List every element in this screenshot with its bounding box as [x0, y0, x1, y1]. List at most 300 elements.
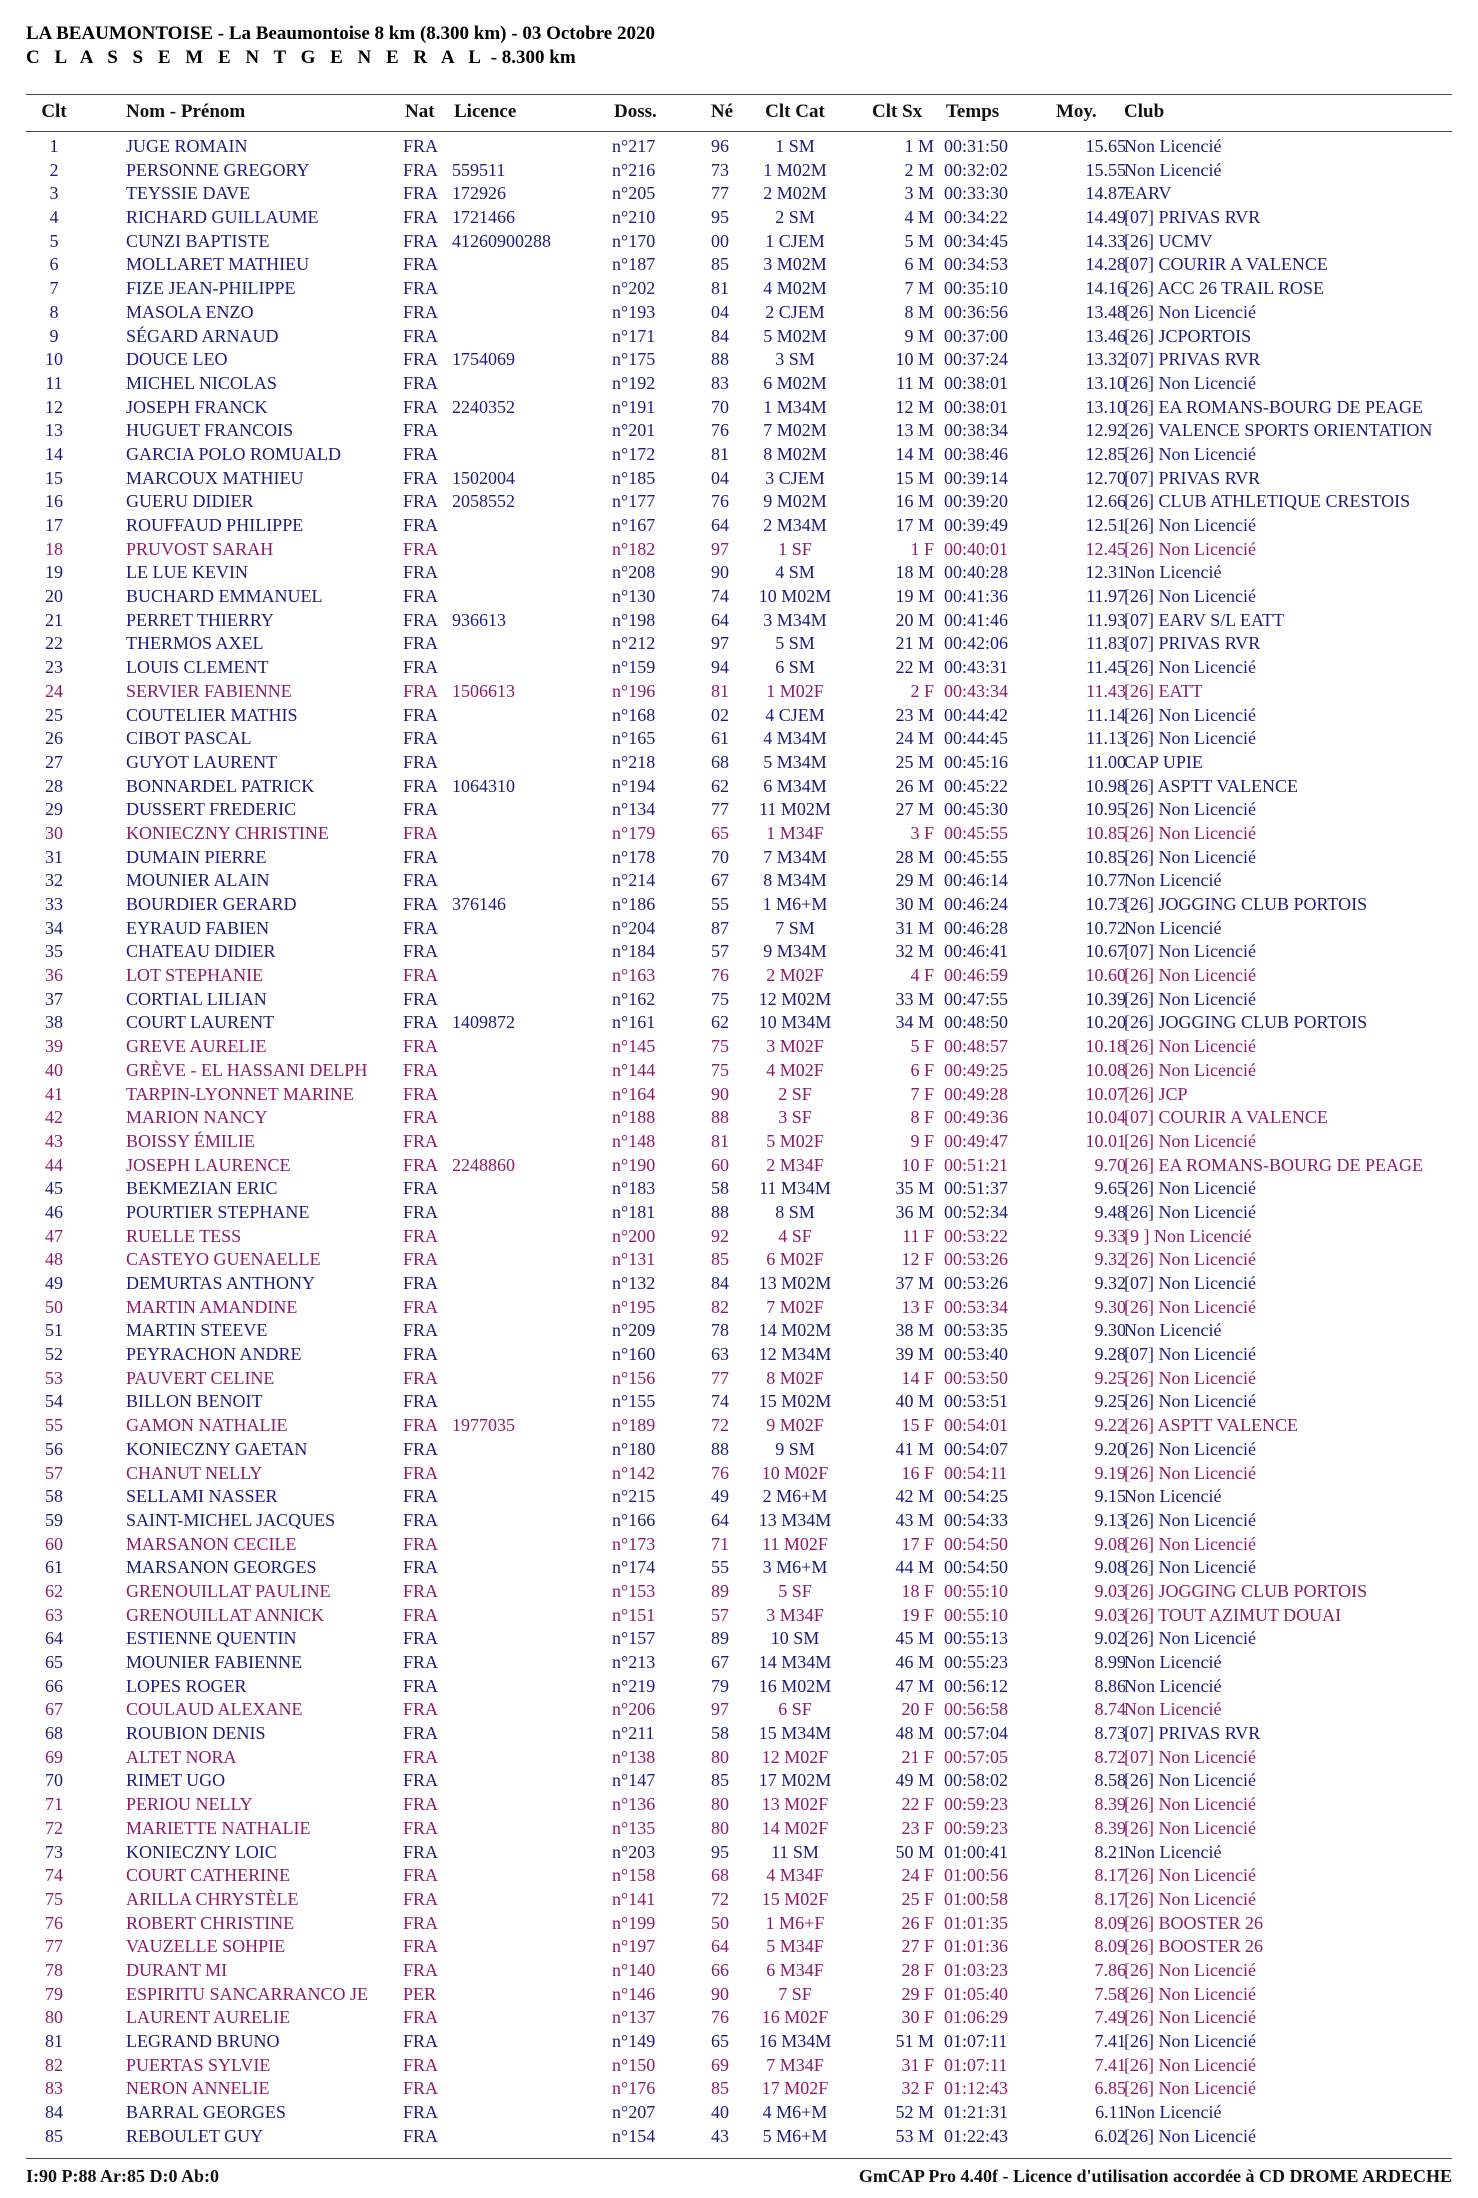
cell-nat: FRA — [403, 301, 439, 322]
cell-clt-sx: 7 F — [910, 1083, 934, 1104]
cell-ne: 72 — [711, 1888, 729, 1909]
cell-club: [07] Non Licencié — [1124, 1746, 1256, 1767]
cell-nat: FRA — [403, 1912, 439, 1933]
table-row — [26, 798, 1452, 822]
cell-doss: n°212 — [612, 633, 656, 654]
cell-nat: FRA — [403, 1604, 439, 1625]
table-row — [26, 1011, 1452, 1035]
cell-licence: 936613 — [452, 609, 506, 630]
cell-clt-sx: 35 M — [895, 1178, 934, 1199]
cell-name: ESTIENNE QUENTIN — [126, 1628, 297, 1649]
cell-nat: FRA — [403, 917, 439, 938]
cell-ne: 57 — [711, 941, 729, 962]
cell-clt-sx: 32 F — [901, 2078, 934, 2099]
cell-doss: n°130 — [612, 586, 656, 607]
cell-clt-sx: 4 F — [910, 965, 934, 986]
cell-nat: FRA — [403, 1936, 439, 1957]
cell-clt: 11 — [45, 372, 63, 393]
cell-clt-cat: 5 M34M — [763, 751, 827, 772]
table-row — [26, 585, 1452, 609]
cell-name: ROUBION DENIS — [126, 1723, 266, 1744]
cell-clt: 77 — [45, 1936, 63, 1957]
table-row — [26, 893, 1452, 917]
cell-clt-sx: 50 M — [895, 1841, 934, 1862]
cell-temps: 00:45:16 — [944, 751, 1009, 772]
cell-moy: 9.03 — [1094, 1580, 1126, 1601]
cell-ne: 96 — [711, 136, 729, 156]
table-row — [26, 159, 1452, 183]
cell-name: HUGUET FRANCOIS — [126, 420, 294, 441]
cell-name: PAUVERT CELINE — [126, 1367, 275, 1388]
cell-club: Non Licencié — [1124, 1320, 1222, 1341]
cell-ne: 63 — [711, 1344, 729, 1365]
cell-name: PERIOU NELLY — [126, 1794, 253, 1815]
cell-name: ARILLA CHRYSTÈLE — [126, 1888, 299, 1909]
cell-name: BEKMEZIAN ERIC — [126, 1178, 278, 1199]
cell-clt: 1 — [49, 136, 59, 156]
cell-clt-sx: 19 F — [901, 1604, 934, 1625]
cell-ne: 72 — [711, 1415, 729, 1436]
cell-club: [26] VALENCE SPORTS ORIENTATION — [1124, 420, 1433, 441]
cell-clt-sx: 52 M — [895, 2102, 934, 2123]
cell-ne: 66 — [711, 1959, 729, 1980]
cell-nat: FRA — [403, 1273, 439, 1293]
cell-nat: FRA — [403, 254, 439, 275]
results-table — [26, 135, 1452, 2148]
cell-nat: FRA — [403, 1817, 439, 1838]
cell-clt-sx: 26 F — [901, 1912, 934, 1933]
table-row — [26, 325, 1452, 349]
cell-temps: 00:55:13 — [944, 1628, 1009, 1649]
cell-ne: 76 — [711, 1462, 729, 1483]
cell-temps: 00:37:00 — [944, 325, 1009, 346]
cell-clt-sx: 28 F — [901, 1959, 934, 1980]
cell-name: LE LUE KEVIN — [126, 562, 248, 583]
page-title: LA BEAUMONTOISE - La Beaumontoise 8 km (8.300 km) - 03 Octobre 2020 — [26, 23, 655, 44]
cell-clt-cat: 9 M34M — [763, 941, 827, 962]
cell-clt: 6 — [49, 254, 59, 275]
cell-clt: 5 — [49, 230, 59, 251]
cell-nat: FRA — [403, 586, 439, 607]
cell-name: ROBERT CHRISTINE — [126, 1912, 295, 1933]
cell-nat: FRA — [403, 325, 439, 346]
cell-clt-sx: 5 M — [904, 230, 934, 251]
cell-clt: 66 — [45, 1675, 63, 1696]
cell-clt-sx: 32 M — [895, 941, 934, 962]
cell-name: MARTIN AMANDINE — [126, 1296, 298, 1317]
table-row — [26, 135, 1452, 159]
cell-clt: 59 — [45, 1509, 63, 1530]
cell-moy: 9.30 — [1094, 1296, 1126, 1317]
col-name: Nom - Prénom — [126, 101, 246, 122]
table-row — [26, 419, 1452, 443]
cell-doss: n°213 — [612, 1652, 656, 1672]
cell-ne: 64 — [711, 609, 729, 630]
cell-clt-cat: 3 M02F — [766, 1036, 824, 1057]
cell-doss: n°173 — [612, 1533, 656, 1554]
cell-clt-cat: 2 M02F — [766, 965, 824, 986]
cell-temps: 00:41:36 — [944, 586, 1009, 607]
table-row — [26, 1296, 1452, 1320]
cell-name: COUTELIER MATHIS — [126, 704, 298, 725]
cell-moy: 15.65 — [1085, 136, 1126, 156]
cell-moy: 11.93 — [1086, 609, 1126, 630]
cell-moy: 14.33 — [1085, 230, 1126, 251]
cell-temps: 00:44:42 — [944, 704, 1009, 725]
cell-ne: 00 — [711, 230, 729, 251]
cell-nat: FRA — [403, 1154, 439, 1175]
cell-clt-cat: 11 M02M — [759, 799, 831, 820]
table-row — [26, 1935, 1452, 1959]
cell-nat: FRA — [403, 136, 439, 156]
cell-moy: 7.41 — [1094, 2054, 1126, 2075]
cell-temps: 00:49:25 — [944, 1059, 1009, 1080]
cell-clt-cat: 9 M02F — [766, 1415, 824, 1436]
cell-name: LEGRAND BRUNO — [126, 2031, 280, 2051]
cell-ne: 58 — [711, 1723, 729, 1744]
cell-ne: 64 — [711, 1936, 729, 1957]
cell-club: [26] Non Licencié — [1124, 704, 1256, 725]
cell-club: [26] EA ROMANS-BOURG DE PEAGE — [1124, 396, 1424, 417]
cell-ne: 82 — [711, 1296, 729, 1317]
cell-nat: FRA — [403, 349, 439, 370]
cell-licence: 1502004 — [452, 467, 515, 488]
cell-clt-cat: 4 M02F — [766, 1059, 824, 1080]
cell-clt-cat: 2 M34M — [763, 515, 827, 535]
cell-name: GUYOT LAURENT — [126, 751, 278, 772]
cell-clt-cat: 6 M34F — [766, 1959, 824, 1980]
cell-temps: 00:44:45 — [944, 728, 1009, 749]
cell-doss: n°183 — [612, 1178, 656, 1199]
cell-clt: 20 — [45, 586, 63, 607]
cell-name: RICHARD GUILLAUME — [126, 207, 319, 228]
cell-name: GUERU DIDIER — [126, 491, 254, 512]
cell-name: DUMAIN PIERRE — [126, 846, 267, 867]
cell-moy: 10.72 — [1085, 917, 1126, 938]
cell-doss: n°132 — [612, 1273, 656, 1293]
table-row — [26, 2077, 1452, 2101]
cell-nat: FRA — [403, 183, 439, 204]
cell-clt-sx: 29 M — [895, 870, 934, 891]
table-header — [26, 94, 1452, 132]
cell-clt-cat: 13 M02M — [758, 1273, 832, 1293]
cell-doss: n°182 — [612, 538, 656, 559]
cell-clt-cat: 16 M34M — [758, 2031, 832, 2051]
cell-nat: FRA — [403, 1652, 439, 1672]
cell-club: [26] Non Licencié — [1124, 1130, 1256, 1151]
cell-nat: FRA — [403, 1438, 439, 1459]
cell-ne: 90 — [711, 1983, 729, 2004]
cell-clt-sx: 8 M — [904, 301, 934, 322]
cell-clt-cat: 7 M34F — [766, 2054, 824, 2075]
cell-club: [26] Non Licencié — [1124, 1462, 1256, 1483]
cell-ne: 04 — [711, 467, 729, 488]
cell-clt: 56 — [45, 1438, 63, 1459]
cell-name: VAUZELLE SOHPIE — [126, 1936, 286, 1957]
cell-club: [26] Non Licencié — [1124, 1533, 1256, 1554]
cell-club: [26] Non Licencié — [1124, 846, 1256, 867]
cell-clt-sx: 49 M — [895, 1770, 934, 1791]
cell-ne: 67 — [711, 870, 729, 891]
cell-nat: FRA — [403, 1391, 439, 1412]
cell-moy: 12.66 — [1085, 491, 1126, 512]
cell-clt-sx: 14 M — [895, 443, 934, 464]
cell-clt: 47 — [45, 1225, 63, 1246]
cell-doss: n°146 — [612, 1983, 656, 2004]
cell-ne: 62 — [711, 1012, 729, 1033]
cell-clt-sx: 5 F — [910, 1036, 934, 1057]
cell-clt-cat: 4 M34F — [766, 1865, 824, 1886]
cell-moy: 13.48 — [1085, 301, 1126, 322]
cell-clt: 70 — [45, 1770, 63, 1791]
cell-clt-sx: 42 M — [895, 1486, 934, 1507]
cell-moy: 8.17 — [1094, 1888, 1126, 1909]
cell-ne: 80 — [711, 1817, 729, 1838]
cell-temps: 00:59:23 — [944, 1794, 1009, 1815]
cell-clt-sx: 27 M — [895, 799, 934, 820]
table-row — [26, 1083, 1452, 1107]
cell-doss: n°202 — [612, 278, 656, 299]
cell-doss: n°162 — [612, 988, 656, 1009]
cell-nat: FRA — [403, 2031, 439, 2051]
table-row — [26, 1533, 1452, 1557]
cell-temps: 00:31:50 — [944, 136, 1009, 156]
cell-clt-cat: 5 M6+M — [762, 2125, 828, 2146]
cell-moy: 9.32 — [1094, 1273, 1126, 1293]
cell-nat: FRA — [403, 1201, 439, 1222]
cell-moy: 10.85 — [1085, 822, 1126, 843]
cell-club: [26] Non Licencié — [1124, 1178, 1256, 1199]
cell-clt-cat: 12 M34M — [758, 1344, 832, 1365]
cell-clt-cat: 4 SF — [778, 1225, 812, 1246]
cell-ne: 88 — [711, 1107, 729, 1128]
cell-name: SAINT-MICHEL JACQUES — [126, 1509, 336, 1530]
cell-clt: 37 — [45, 988, 63, 1009]
cell-name: SÉGARD ARNAUD — [126, 325, 279, 346]
cell-nat: FRA — [403, 1959, 439, 1980]
cell-clt-cat: 4 M34M — [763, 728, 827, 749]
cell-doss: n°144 — [612, 1059, 656, 1080]
cell-clt: 40 — [45, 1059, 63, 1080]
cell-temps: 00:48:50 — [944, 1012, 1009, 1033]
cell-name: MARSANON GEORGES — [126, 1557, 317, 1578]
cell-moy: 12.51 — [1085, 515, 1126, 535]
cell-clt-sx: 1 M — [904, 136, 934, 156]
cell-clt-sx: 23 M — [895, 704, 934, 725]
cell-clt: 38 — [45, 1012, 63, 1033]
cell-nat: FRA — [403, 941, 439, 962]
cell-club: [07] PRIVAS RVR — [1124, 633, 1261, 654]
cell-clt: 53 — [45, 1367, 63, 1388]
cell-nat: FRA — [403, 1770, 439, 1791]
cell-name: CHATEAU DIDIER — [126, 941, 276, 962]
cell-doss: n°195 — [612, 1296, 656, 1317]
cell-clt-cat: 16 M02M — [758, 1675, 832, 1696]
cell-ne: 77 — [711, 1367, 729, 1388]
cell-temps: 00:46:41 — [944, 941, 1009, 962]
cell-name: DEMURTAS ANTHONY — [126, 1273, 315, 1293]
cell-clt-cat: 5 SM — [775, 633, 815, 654]
cell-club: [26] Non Licencié — [1124, 2125, 1256, 2146]
cell-clt-cat: 8 SM — [775, 1201, 815, 1222]
cell-clt: 23 — [45, 657, 63, 678]
cell-clt-cat: 1 M6+F — [765, 1912, 825, 1933]
cell-temps: 01:01:36 — [944, 1936, 1009, 1957]
cell-clt: 50 — [45, 1296, 63, 1317]
cell-club: [26] Non Licencié — [1124, 2031, 1256, 2051]
cell-clt: 84 — [45, 2102, 63, 2123]
cell-club: [26] Non Licencié — [1124, 1888, 1256, 1909]
cell-ne: 97 — [711, 633, 729, 654]
cell-moy: 9.70 — [1094, 1154, 1126, 1175]
cell-nat: FRA — [403, 1841, 439, 1862]
cell-nat: FRA — [403, 728, 439, 749]
table-row — [26, 940, 1452, 964]
cell-ne: 50 — [711, 1912, 729, 1933]
cell-ne: 85 — [711, 254, 729, 275]
cell-club: [26] CLUB ATHLETIQUE CRESTOIS — [1124, 491, 1411, 512]
cell-clt-sx: 4 M — [904, 207, 934, 228]
cell-temps: 01:03:23 — [944, 1959, 1009, 1980]
cell-moy: 9.19 — [1094, 1462, 1126, 1483]
cell-ne: 76 — [711, 491, 729, 512]
cell-doss: n°208 — [612, 562, 656, 583]
cell-name: MARION NANCY — [126, 1107, 268, 1128]
cell-nat: FRA — [403, 2078, 439, 2099]
cell-clt-cat: 4 CJEM — [765, 704, 825, 725]
cell-clt-sx: 44 M — [895, 1557, 934, 1578]
cell-clt: 80 — [45, 2007, 63, 2028]
table-row — [26, 1201, 1452, 1225]
cell-moy: 9.25 — [1094, 1391, 1126, 1412]
cell-clt: 4 — [49, 207, 59, 228]
cell-doss: n°203 — [612, 1841, 656, 1862]
cell-moy: 11.14 — [1086, 704, 1126, 725]
cell-name: CASTEYO GUENAELLE — [126, 1249, 321, 1270]
cell-clt: 44 — [45, 1154, 63, 1175]
cell-temps: 00:34:45 — [944, 230, 1009, 251]
cell-club: Non Licencié — [1124, 1486, 1222, 1507]
cell-moy: 14.28 — [1085, 254, 1126, 275]
cell-moy: 6.11 — [1095, 2102, 1126, 2123]
cell-clt: 34 — [45, 917, 63, 938]
cell-clt-cat: 14 M34M — [758, 1652, 832, 1672]
cell-licence: 1754069 — [452, 349, 515, 370]
cell-temps: 01:07:11 — [944, 2031, 1008, 2051]
cell-clt: 9 — [49, 325, 59, 346]
cell-doss: n°186 — [612, 894, 656, 914]
table-row — [26, 1509, 1452, 1533]
subtitle-distance: - 8.300 km — [485, 47, 576, 68]
table-row — [26, 751, 1452, 775]
cell-clt: 13 — [45, 420, 63, 441]
cell-club: [07] EARV S/L EATT — [1124, 609, 1285, 630]
cell-moy: 14.16 — [1085, 278, 1126, 299]
cell-clt-cat: 5 M02F — [766, 1130, 824, 1151]
cell-name: JUGE ROMAIN — [126, 136, 248, 156]
table-row — [26, 1414, 1452, 1438]
cell-doss: n°163 — [612, 965, 656, 986]
cell-clt: 78 — [45, 1959, 63, 1980]
cell-clt: 31 — [45, 846, 63, 867]
table-row — [26, 348, 1452, 372]
cell-ne: 68 — [711, 1865, 729, 1886]
cell-moy: 9.13 — [1094, 1509, 1126, 1530]
cell-temps: 00:53:34 — [944, 1296, 1009, 1317]
cell-clt: 15 — [45, 467, 63, 488]
cell-moy: 9.02 — [1094, 1628, 1126, 1649]
table-row — [26, 1983, 1452, 2007]
cell-nat: FRA — [403, 372, 439, 393]
table-row — [26, 1769, 1452, 1793]
cell-clt-cat: 14 M02M — [758, 1320, 832, 1341]
cell-clt: 36 — [45, 965, 63, 986]
cell-clt-cat: 2 M6+M — [762, 1486, 828, 1507]
table-row — [26, 467, 1452, 491]
cell-nat: FRA — [403, 1699, 439, 1720]
cell-clt-cat: 9 SM — [775, 1438, 815, 1459]
cell-ne: 74 — [711, 1391, 729, 1412]
table-row — [26, 1177, 1452, 1201]
cell-name: KONIECZNY GAETAN — [126, 1438, 308, 1459]
cell-clt: 79 — [45, 1983, 63, 2004]
cell-ne: 81 — [711, 680, 729, 701]
cell-clt-cat: 13 M34M — [758, 1509, 832, 1530]
cell-club: [26] Non Licencié — [1124, 1817, 1256, 1838]
cell-ne: 58 — [711, 1178, 729, 1199]
cell-moy: 10.95 — [1085, 799, 1126, 820]
cell-temps: 00:49:28 — [944, 1083, 1009, 1104]
cell-doss: n°142 — [612, 1462, 656, 1483]
cell-clt-sx: 46 M — [895, 1652, 934, 1672]
cell-doss: n°136 — [612, 1794, 656, 1815]
cell-doss: n°200 — [612, 1225, 656, 1246]
cell-moy: 10.01 — [1085, 1130, 1126, 1151]
cell-temps: 00:38:46 — [944, 443, 1009, 464]
table-row — [26, 182, 1452, 206]
cell-club: [26] UCMV — [1124, 230, 1213, 251]
cell-nat: FRA — [403, 775, 439, 796]
cell-doss: n°207 — [612, 2102, 656, 2123]
cell-doss: n°140 — [612, 1959, 656, 1980]
cell-ne: 61 — [711, 728, 729, 749]
cell-clt-sx: 15 M — [895, 467, 934, 488]
cell-doss: n°164 — [612, 1083, 656, 1104]
cell-clt: 2 — [49, 159, 59, 180]
table-row — [26, 1485, 1452, 1509]
cell-nat: FRA — [403, 1225, 439, 1246]
cell-clt-sx: 47 M — [895, 1675, 934, 1696]
cell-nat: FRA — [403, 1344, 439, 1365]
cell-name: BARRAL GEORGES — [126, 2102, 286, 2123]
cell-moy: 8.39 — [1094, 1794, 1126, 1815]
cell-clt-sx: 37 M — [895, 1273, 934, 1293]
cell-name: SELLAMI NASSER — [126, 1486, 278, 1507]
cell-club: [26] Non Licencié — [1124, 1059, 1256, 1080]
cell-temps: 00:53:51 — [944, 1391, 1009, 1412]
cell-clt-cat: 2 M34F — [766, 1154, 824, 1175]
cell-temps: 00:45:22 — [944, 775, 1009, 796]
cell-temps: 00:57:05 — [944, 1746, 1009, 1767]
cell-clt: 32 — [45, 870, 63, 891]
cell-clt: 43 — [45, 1130, 63, 1151]
cell-clt: 7 — [49, 278, 59, 299]
cell-nat: FRA — [403, 657, 439, 678]
cell-club: [07] COURIR A VALENCE — [1124, 1107, 1328, 1128]
cell-clt: 72 — [45, 1817, 63, 1838]
cell-doss: n°159 — [612, 657, 656, 678]
cell-name: RUELLE TESS — [126, 1225, 242, 1246]
